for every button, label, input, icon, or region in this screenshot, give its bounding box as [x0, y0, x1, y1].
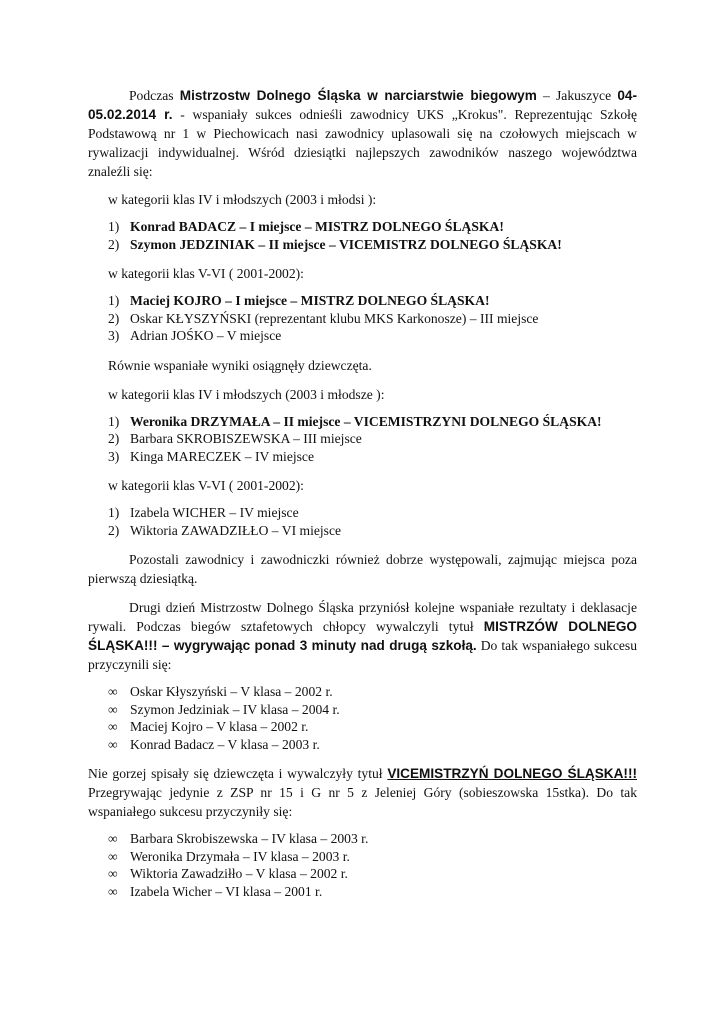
list-item [88, 413, 637, 431]
championship-title: Mistrzostw Dolnego Śląska w narciarstwie biegowym [179, 88, 537, 103]
list-item-text [130, 327, 281, 345]
list-item-rest: Wiktoria ZAWADZIŁŁO – VI miejsce [130, 522, 342, 538]
intro-text-e: - wspaniały sukces odnieśli zawodnicy UKS „Krokus". Reprezentując Szkołę Podstawową nr 1 w Piechowicach nasi zawodnicy uplasowali się na czołowych miejscach w rywalizacji indywidualnej. Wśród dziesiątki najlepszych zawodników naszego województwa znaleźli się: [88, 107, 637, 179]
relay-member-text: Barbara Skrobiszewska – IV klasa – 2003 r. [130, 831, 369, 846]
relay-member-text: Konrad Badacz – V klasa – 2003 r. [130, 736, 320, 752]
list-item-text [130, 413, 602, 431]
category-heading: w kategorii klas IV i młodszych (2003 i młodsze ): [108, 386, 385, 402]
relay-member-text: Weronika Drzymała – IV klasa – 2003 r. [130, 848, 350, 864]
list-item-rest: Kinga MARECZEK – IV miejsce [130, 448, 314, 464]
intro-text-c: – Jakuszyce [536, 88, 618, 103]
list-item [88, 522, 637, 540]
relay-member [88, 736, 637, 754]
list-item [88, 236, 637, 254]
list-item-bold: Szymon JEDZINIAK – II miejsce – VICEMISTRZ DOLNEGO ŚLĄSKA! [130, 236, 562, 252]
infinity-bullet-icon: ∞ [108, 831, 118, 846]
relay-member [88, 701, 637, 719]
relay-member-text: Wiktoria Zawadziłło – V klasa – 2002 r. [130, 866, 348, 881]
list-item-rest: Izabela WICHER – IV miejsce [130, 505, 299, 520]
category-heading: w kategorii klas V-VI ( 2001-2002): [108, 266, 304, 281]
list-marker: 2) [108, 431, 120, 446]
boys-relay-title: MISTRZÓW DOLNEGO ŚLĄSKA!!! – wygrywając ponad 3 minuty nad drugą szkołą. [88, 619, 637, 653]
girls-intro: Równie wspaniałe wyniki osiągnęły dziewczęta. [108, 357, 372, 373]
day2-text-a: Drugi dzień Mistrzostw Dolnego Śląska przyniósł kolejne wspaniałe rezultaty i deklasacje rywali. Podczas biegów sztafetowych chłopcy wywalczyli tytuł [88, 600, 637, 634]
relay-member-text: Izabela Wicher – VI klasa – 2001 r. [130, 883, 323, 899]
list-item [88, 292, 637, 310]
girls-relay-list [88, 830, 637, 900]
infinity-bullet-icon: ∞ [108, 684, 118, 699]
girls-relay-title: VICEMISTRZYŃ DOLNEGO ŚLĄSKA!!! [387, 766, 638, 781]
list-item [88, 430, 637, 448]
day2-paragraph [88, 598, 637, 674]
boys-relay-list [88, 683, 637, 753]
result-list [88, 413, 637, 466]
relay-member [88, 718, 637, 736]
list-item-text [130, 430, 362, 448]
relay-member [88, 683, 637, 701]
category-heading: w kategorii klas IV i młodszych (2003 i młodsi ): [108, 192, 377, 207]
relay-member-text: Maciej Kojro – V klasa – 2002 r. [130, 719, 309, 734]
intro-text-a: Podczas [129, 88, 180, 103]
list-marker: 2) [108, 522, 120, 538]
list-item [88, 448, 637, 466]
relay-member [88, 883, 637, 901]
list-item-text [130, 522, 341, 540]
relay-member-text: Oskar Kłyszyński – V klasa – 2002 r. [130, 684, 333, 699]
list-item-rest: Adrian JOŚKO – V miejsce [130, 328, 282, 343]
list-item-text [130, 292, 489, 310]
infinity-bullet-icon: ∞ [108, 848, 118, 864]
relay-member [88, 830, 637, 848]
event-date: 04-05.02.2014 r. [88, 88, 637, 122]
list-item-bold: Weronika DRZYMAŁA – II miejsce – VICEMISTRZYNI DOLNEGO ŚLĄSKA! [130, 413, 602, 429]
relay-member-text: Szymon Jedziniak – IV klasa – 2004 r. [130, 701, 340, 717]
list-marker: 3) [108, 448, 120, 464]
intro-paragraph [88, 86, 637, 181]
girls-relay-paragraph [88, 764, 637, 821]
list-item [88, 310, 637, 328]
list-marker: 1) [108, 293, 120, 308]
girls-relay-text-c: Przegrywając jedynie z ZSP nr 15 i G nr 5 z Jeleniej Góry (sobieszowska 15stka). Do tak wspaniałego sukcesu przyczyniły się: [88, 785, 637, 819]
list-item-text [130, 218, 504, 236]
infinity-bullet-icon: ∞ [108, 883, 118, 899]
result-list [88, 292, 637, 345]
girls-relay-text-a: Nie gorzej spisały się dziewczęta i wywalczyły tytuł [88, 766, 388, 781]
list-item-rest: Oskar KŁYSZYŃSKI (reprezentant klubu MKS Karkonosze) – III miejsce [130, 310, 539, 326]
list-item-text [130, 236, 562, 254]
infinity-bullet-icon: ∞ [108, 736, 118, 752]
list-item-text [130, 448, 314, 466]
relay-member [88, 848, 637, 866]
list-marker: 3) [108, 328, 120, 343]
list-marker: 2) [108, 236, 120, 252]
infinity-bullet-icon: ∞ [108, 701, 118, 717]
list-item [88, 218, 637, 236]
list-marker: 1) [108, 219, 120, 234]
list-item-rest: Barbara SKROBISZEWSKA – III miejsce [130, 431, 362, 446]
list-marker: 1) [108, 505, 120, 520]
day2-text-c: Do tak wspaniałego sukcesu przyczynili się: [88, 638, 637, 672]
list-marker: 1) [108, 413, 120, 429]
document-page [88, 86, 637, 911]
result-list [88, 218, 637, 253]
category-heading: w kategorii klas V-VI ( 2001-2002): [108, 478, 304, 493]
list-item [88, 504, 637, 522]
list-marker: 2) [108, 310, 120, 326]
others-paragraph: Pozostali zawodnicy i zawodniczki również dobrze występowali, zajmując miejsca poza pierwszą dziesiątką. [88, 552, 637, 586]
list-item-text [130, 504, 299, 522]
infinity-bullet-icon: ∞ [108, 866, 118, 881]
list-item [88, 327, 637, 345]
list-item-text [130, 310, 538, 328]
list-item-bold: Maciej KOJRO – I miejsce – MISTRZ DOLNEGO ŚLĄSKA! [130, 293, 490, 308]
infinity-bullet-icon: ∞ [108, 719, 118, 734]
relay-member [88, 865, 637, 883]
list-item-bold: Konrad BADACZ – I miejsce – MISTRZ DOLNEGO ŚLĄSKA! [130, 219, 504, 234]
result-list [88, 504, 637, 539]
